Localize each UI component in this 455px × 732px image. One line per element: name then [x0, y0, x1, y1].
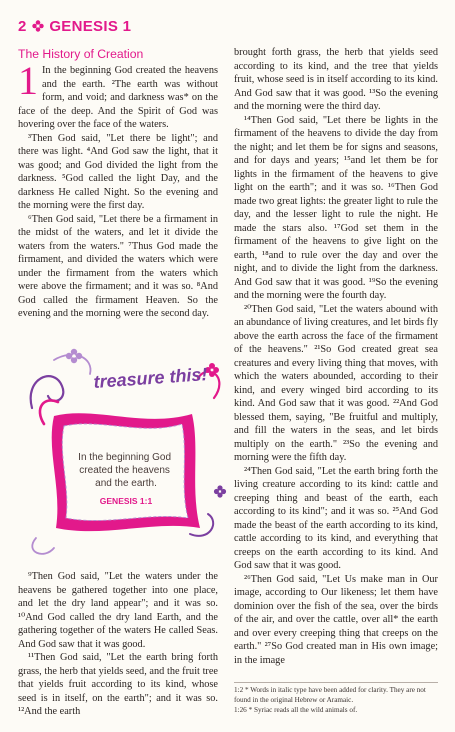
- treasure-verse-line: created the heavens: [79, 465, 170, 476]
- right-column: [234, 46, 438, 667]
- flower-icon: [32, 20, 44, 32]
- verse-paragraph: ¹¹Then God said, "Let the earth bring forth grass, the herb that yields seed, and the fruit tree that yields fruit according to its kind, whose seed is in itself, on the earth"; and it was so. ¹²And the earth: [18, 652, 218, 717]
- section-title: The History of Creation: [18, 47, 144, 61]
- treasure-this-callout: [14, 338, 234, 566]
- page-header: [18, 16, 131, 36]
- left-column: [18, 46, 218, 321]
- verse-paragraph: ²⁰Then God said, "Let the waters abound with an abundance of living creatures, and let birds fly above the earth across the face of the firmament of the heavens." ²¹So God created great sea creatures and every living thing that moves, with which the waters abounded, according to their kind, and every winged bird according to its kind. And God saw that it was good. ²²And God blessed them, saying, "Be fruitful and multiply, and fill the waters in the seas, and let birds multiply on the earth." ²³So the evening and morning were the fifth day.: [234, 303, 438, 463]
- treasure-verse-line: In the beginning God: [78, 452, 172, 463]
- verse-paragraph: ²⁴Then God said, "Let the earth bring forth the living creature according to its kind: cattle and creeping thing and beast of the earth, each according to its kind"; and it was so. ²⁵And God made the beast of the earth according to its kind, cattle according to its kind, and everything that creeps on the earth according to its kind. And God saw that it was good.: [234, 465, 438, 571]
- chapter-dropcap: 1: [18, 58, 38, 103]
- verse-paragraph: ¹⁴Then God said, "Let there be lights in the firmament of the heavens to divide the day from the night; and let them be for signs and seasons, and for days and years; ¹⁵and let them be for lights in the firmament of the heavens to give light on the earth"; and it was so. ¹⁶Then God made two great lights: the greater light to rule the day, and the lesser light to rule the night. He made the stars also. ¹⁷God set them in the firmament of the heavens to give light on the earth, ¹⁸and to rule over the day and over the night, and to divide the light from the darkness. And God saw that it was good. ¹⁹So the evening and the morning were the fourth day.: [234, 114, 438, 301]
- book-title: GENESIS 1: [49, 17, 132, 35]
- footnote: 1:26 * Syriac reads all the wild animals of.: [234, 705, 358, 714]
- treasure-title: treasure this!: [92, 364, 209, 392]
- verse-paragraph: ⁹Then God said, "Let the waters under the heavens be gathered together into one place, and let the dry land appear"; and it was so. ¹⁰And God called the dry land Earth, and the gathering together of the waters He called Seas. And God saw that it was good.: [18, 571, 218, 650]
- footnote: 1:2 * Words in italic type have been added for clarity. They are not found in the original Hebrew or Aramaic.: [234, 686, 426, 704]
- verse-paragraph: In the beginning God created the heavens and the earth. ²The earth was without form, and void; and darkness was* on the face of the deep. And the Spirit of God was hovering over the face of the waters.: [18, 65, 218, 130]
- verse-paragraph: ⁶Then God said, "Let there be a firmament in the midst of the waters, and let it divide the waters from the waters." ⁷Thus God made the firmament, and divided the waters which were under the firmament from the waters which were above the firmament; and it was so. ⁸And God called the firmament Heaven. So the evening and the morning were the second day.: [18, 213, 218, 319]
- treasure-reference: GENESIS 1:1: [99, 496, 153, 506]
- footnotes: [234, 682, 438, 715]
- page-number: 2: [18, 17, 27, 35]
- flower-icon: [66, 349, 82, 363]
- verse-paragraph: brought forth grass, the herb that yields seed according to its kind, and the tree that yields fruit, whose seed is in itself according to its kind. And God saw that it was good. ¹³So the evening and the morning were the third day.: [234, 47, 438, 112]
- left-column-continued: [18, 570, 218, 719]
- verse-paragraph: ³Then God said, "Let there be light"; and there was light. ⁴And God saw the light, that it was good; and God divided the light from the darkness. ⁵God called the light Day, and the darkness He called Night. So the evening and the morning were the first day.: [18, 132, 218, 211]
- verse-paragraph: ²⁶Then God said, "Let Us make man in Our image, according to Our likeness; let them have dominion over the fish of the sea, over the birds of the air, and over the cattle, over all* the earth and over every creeping thing that creeps on the earth." ²⁷So God created man in His own image; in the image: [234, 573, 438, 666]
- flower-icon: [214, 485, 226, 497]
- treasure-verse-line: and the earth.: [95, 478, 157, 489]
